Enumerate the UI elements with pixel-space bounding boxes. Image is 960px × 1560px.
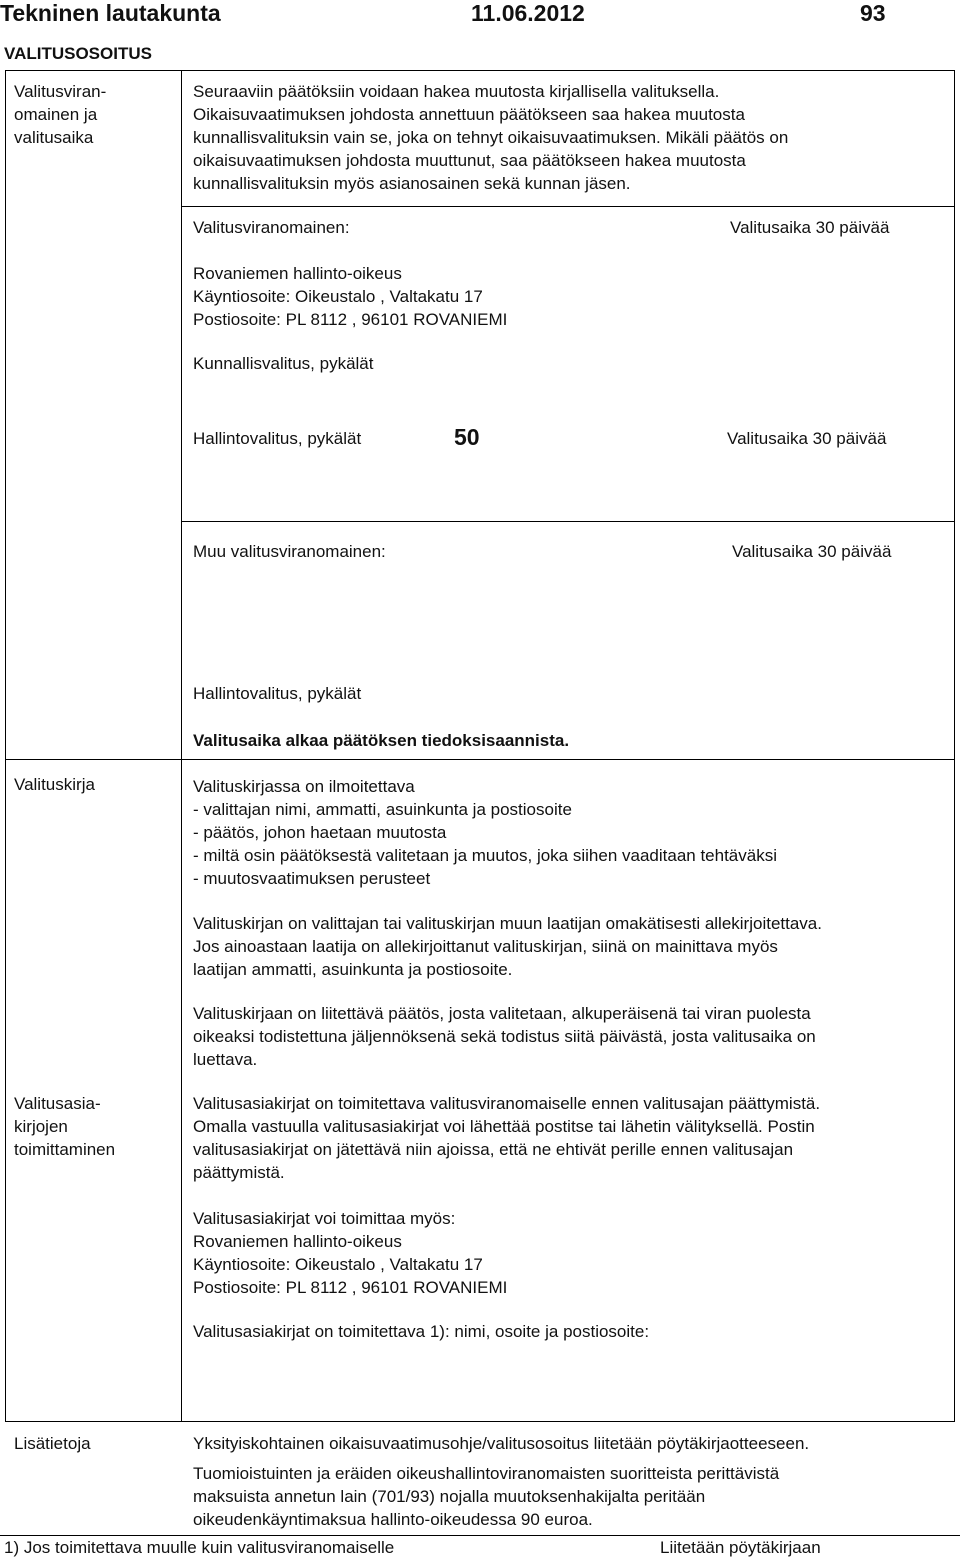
other-authority-heading: Muu valitusviranomainen: bbox=[193, 542, 386, 561]
table-top-border bbox=[5, 70, 955, 71]
inner-divider-1 bbox=[181, 206, 955, 207]
alternative-delivery-address: Valitusasiakirjat voi toimittaa myös: Rovaniemen hallinto-oikeus Käyntiosoite: Oikeustalo , Valtakatu 17 Postiosoite: PL 8112 , 96101 ROVANIEMI bbox=[193, 1209, 508, 1297]
fee-information: Tuomioistuinten ja eräiden oikeushallintoviranomaisten suoritteista perittävistä maksuista annetun lain (701/93) nojalla muutoksenhakijalta peritään oikeudenkäyntimaksua hallinto-oikeudessa 90 euroa. bbox=[193, 1464, 780, 1529]
signature-requirements: Valituskirjan on valittajan tai valituskirjan muun laatijan omakätisesti allekirjoitettava. Jos ainoastaan laatija on allekirjoittanut valituskirjan, siinä on mainittava myös laatijan ammatti, asuinkunta ja postiosoite. bbox=[193, 914, 822, 979]
appeal-period-2: Valitusaika 30 päivää bbox=[727, 429, 887, 448]
committee-name: Tekninen lautakunta bbox=[0, 0, 221, 26]
appeal-letter-requirements: Valituskirjassa on ilmoitettava - valittajan nimi, ammatti, asuinkunta ja postiosoite - päätös, johon haetaan muutosta - miltä osin päätöksestä valitetaan ja muutos, joka siihen vaaditaan tehtäväksi - muutosvaatimuksen perusteet bbox=[193, 777, 777, 888]
appeal-intro-text: Seuraaviin päätöksiin voidaan hakea muutosta kirjallisella valituksella. Oikaisuvaatimuksen johdosta annettuun päätökseen saa hakea muutosta kunnallisvalituksin vain se, joka on tehnyt oikaisuvaatimuksen. Mikäli päätös on oikaisuvaatimuksen johdosta muuttunut, saa päätökseen hakea muutosta kunnallisvalituksin myös asianosainen sekä kunnan jäsen. bbox=[193, 82, 789, 193]
attachment-note: Liitetään pöytäkirjaan bbox=[660, 1538, 821, 1557]
meeting-date: 11.06.2012 bbox=[471, 0, 585, 26]
appeal-period-start: Valitusaika alkaa päätöksen tiedoksisaannista. bbox=[193, 731, 570, 750]
municipal-appeal-sections: Kunnallisvalitus, pykälät bbox=[193, 354, 374, 373]
delivery-footnote-reference: Valitusasiakirjat on toimitettava 1): nimi, osoite ja postiosoite: bbox=[193, 1322, 650, 1341]
appeal-letter-label: Valituskirja bbox=[14, 775, 95, 794]
table-left-border bbox=[5, 70, 6, 1422]
authority-label: Valitusviran- omainen ja valitusaika bbox=[14, 82, 107, 147]
delivery-label: Valitusasia- kirjojen toimittaminen bbox=[14, 1094, 116, 1159]
table-right-border bbox=[954, 70, 955, 1422]
footer-divider bbox=[0, 1535, 960, 1536]
footnote: 1) Jos toimitettava muulle kuin valitusviranomaiselle bbox=[4, 1538, 395, 1557]
authority-heading: Valitusviranomainen: bbox=[193, 218, 350, 237]
info-label: Lisätietoja bbox=[14, 1434, 91, 1453]
court-address: Rovaniemen hallinto-oikeus Käyntiosoite: Oikeustalo , Valtakatu 17 Postiosoite: PL 8112 , 96101 ROVANIEMI bbox=[193, 264, 508, 329]
appeal-period-3: Valitusaika 30 päivää bbox=[732, 542, 892, 561]
admin-section-numbers: 50 bbox=[454, 424, 480, 450]
info-attachment-note: Yksityiskohtainen oikaisuvaatimusohje/valitusosoitus liitetään pöytäkirjaotteeseen. bbox=[193, 1434, 810, 1453]
inner-divider-2 bbox=[181, 521, 955, 522]
admin-appeal-sections-2: Hallintovalitus, pykälät bbox=[193, 684, 362, 703]
page-number: 93 bbox=[860, 0, 886, 26]
section-title: VALITUSOSOITUS bbox=[4, 44, 152, 63]
admin-appeal-sections: Hallintovalitus, pykälät bbox=[193, 429, 362, 448]
attachment-requirements: Valituskirjaan on liitettävä päätös, josta valitetaan, alkuperäisenä tai viran puolesta oikeaksi todistettuna jäljennöksenä sekä todistus siitä päivästä, josta valitusaika on luettava. bbox=[193, 1004, 816, 1069]
appeal-period-1: Valitusaika 30 päivää bbox=[730, 218, 890, 237]
delivery-instructions: Valitusasiakirjat on toimitettava valitusviranomaiselle ennen valitusajan päättymistä. Omalla vastuulla valitusasiakirjat voi lähettää postitse tai lähetin välityksellä. Postin valitusasiakirjat on jätettävä niin ajoissa, että ne ehtivät perille ennen valitusajan päättymistä. bbox=[193, 1094, 821, 1182]
row-divider-1 bbox=[5, 759, 955, 760]
row-divider-2 bbox=[5, 1421, 955, 1422]
table-column-divider bbox=[181, 70, 182, 1422]
